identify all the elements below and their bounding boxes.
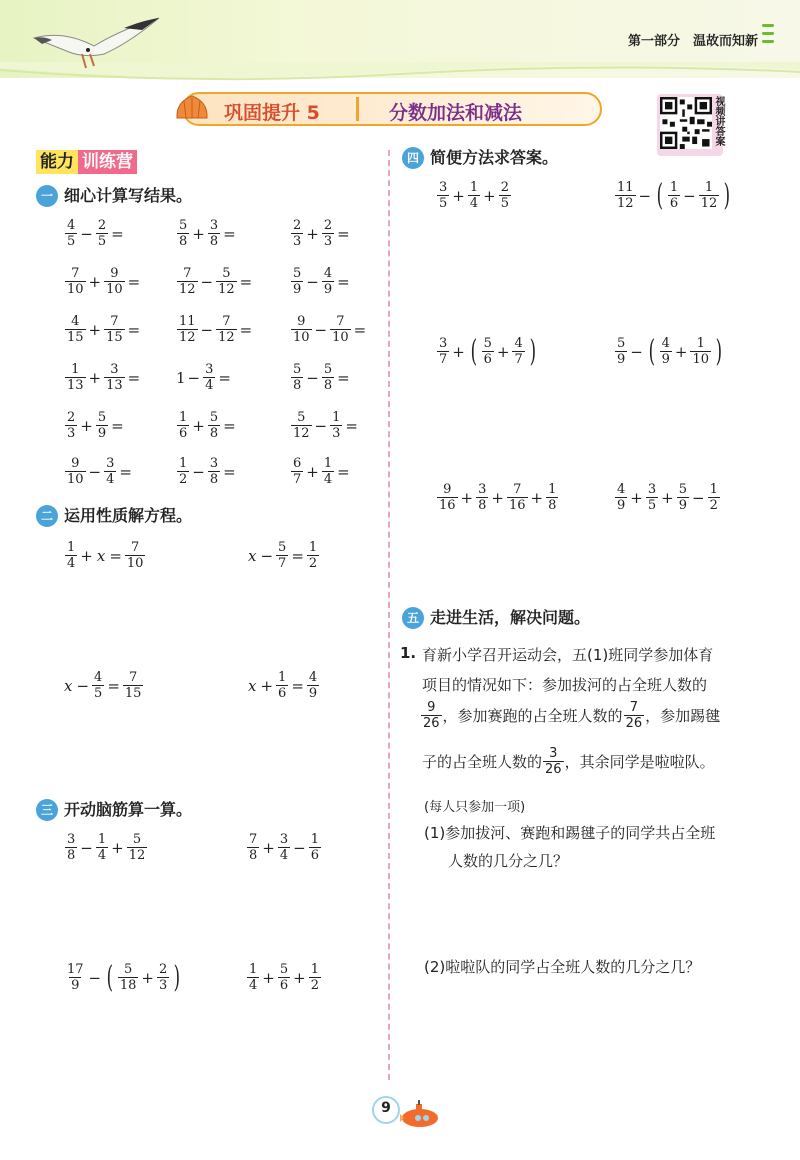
- exercise-1-3: 2 3 + $\frac{2}{3}$ =: [293, 218, 350, 249]
- tag-part-camp: 训练营: [78, 150, 137, 174]
- section-1-header: [36, 184, 192, 208]
- exercise-1-1: 4 5 − $\frac{2}{5}$ =: [67, 218, 124, 249]
- problem-line-1: 育新小学召开运动会，五(1)班同学参加体育: [422, 646, 714, 664]
- section-tag: [36, 150, 137, 174]
- exercise-1-17: 1 2 − $\frac{3}{8}$ =: [179, 456, 236, 487]
- simplify-4-5: 9 16 + $\frac{3}{8}$ + $\frac{7}{16}$ + $\frac{1}{8}$: [439, 482, 557, 513]
- calc-3-3: 17 9 − ( 5 18 + $\frac{2}{3}$ ): [67, 959, 181, 995]
- lesson-topic: 分数加法和减法: [389, 102, 523, 124]
- calc-3-2: 7 8 + $\frac{3}{4}$ − $\frac{1}{6}$: [249, 832, 319, 863]
- problem-note: (每人只参加一项): [424, 800, 526, 815]
- question-1-line-1: (1)参加拔河、赛跑和踢毽子的同学共占全班: [424, 824, 716, 842]
- equation-2: x − $\frac{5}{7}$ = $\frac{1}{2}$: [248, 540, 318, 571]
- exercise-1-6: 5 9 − $\frac{4}{9}$ =: [293, 266, 350, 297]
- section-3-badge: 三: [36, 799, 58, 821]
- submarine-icon: [396, 1098, 442, 1130]
- exercise-1-9: 9 10 − $\frac{7}{10}$ =: [293, 314, 367, 345]
- problem-line-3: 9 26 ，参加赛跑的占全班人数的 7 26 ，参加踢毽: [423, 700, 721, 731]
- section-label: 第一部分 温故而知新: [627, 34, 758, 49]
- simplify-4-6: 4 9 + $\frac{3}{5}$ + $\frac{5}{9}$ − $\frac{1}{2}$: [617, 482, 718, 513]
- exercise-1-8: 11 12 − $\frac{7}{12}$ =: [179, 314, 253, 345]
- exercise-1-11: 1 − $\frac{3}{4}$ =: [176, 362, 231, 393]
- section-3-header: [36, 798, 192, 822]
- column-divider: [388, 150, 390, 1080]
- exercise-1-16: 9 10 − $\frac{3}{4}$ =: [67, 456, 132, 487]
- exercise-1-14: 1 6 + $\frac{5}{8}$ =: [179, 410, 236, 441]
- lesson-number: 巩固提升 5: [224, 102, 320, 124]
- exercise-1-10: 1 13 + $\frac{3}{13}$ =: [67, 362, 141, 393]
- exercise-1-2: 5 8 + $\frac{3}{8}$ =: [179, 218, 236, 249]
- section-5-title: 走进生活，解决问题。: [430, 608, 591, 627]
- qr-caption: 视频讲答案: [713, 96, 724, 146]
- section-4-badge: 四: [402, 147, 424, 169]
- calc-3-4: 1 4 + $\frac{5}{6}$ + $\frac{1}{2}$: [249, 962, 319, 993]
- page-number: 9: [381, 1100, 391, 1116]
- exercise-1-7: 4 15 + $\frac{7}{15}$ =: [67, 314, 141, 345]
- tag-part-ability: 能力: [36, 150, 78, 174]
- section-1-badge: 一: [36, 185, 58, 207]
- section-2-title: 运用性质解方程。: [64, 506, 193, 525]
- problem-number: 1.: [400, 644, 417, 662]
- calc-3-1: 3 8 − $\frac{1}{4}$ + $\frac{5}{12}$: [67, 832, 146, 863]
- exercise-1-18: 6 7 + $\frac{1}{4}$ =: [293, 456, 350, 487]
- section-5-header: [402, 606, 590, 630]
- section-4-header: [402, 146, 558, 170]
- shell-icon: [174, 92, 210, 122]
- equation-4: x + $\frac{1}{6}$ = $\frac{4}{9}$: [248, 670, 318, 701]
- lesson-title-bar: [182, 92, 602, 126]
- section-2-badge: 二: [36, 505, 58, 527]
- header-ticks-decoration: [762, 24, 776, 50]
- equation-3: x − $\frac{4}{5}$ = $\frac{7}{15}$: [64, 670, 142, 701]
- exercise-1-15: 5 12 − $\frac{1}{3}$ =: [293, 410, 358, 441]
- exercise-1-13: 2 3 + $\frac{5}{9}$ =: [67, 410, 124, 441]
- section-3-title: 开动脑筋算一算。: [64, 800, 193, 819]
- simplify-4-1: 3 5 + $\frac{1}{4}$ + $\frac{2}{5}$: [439, 180, 509, 211]
- seagull-icon: [24, 8, 164, 78]
- simplify-4-2: 11 12 − ( 1 6 − $\frac{1}{12}$ ): [617, 177, 731, 213]
- simplify-4-3: 3 7 + ( 5 6 + $\frac{4}{7}$ ): [439, 333, 536, 369]
- exercise-1-5: 7 12 − $\frac{5}{12}$ =: [179, 266, 253, 297]
- section-1-title: 细心计算写结果。: [64, 186, 193, 205]
- equation-1: 1 4 + x = $\frac{7}{10}$: [67, 540, 144, 571]
- question-1-line-2: 人数的几分之几？: [448, 852, 569, 870]
- exercise-1-4: 7 10 + $\frac{9}{10}$ =: [67, 266, 141, 297]
- exercise-1-12: 5 8 − $\frac{5}{8}$ =: [293, 362, 350, 393]
- section-5-badge: 五: [402, 607, 424, 629]
- qr-code-icon[interactable]: [660, 97, 712, 149]
- section-4-title: 简便方法求答案。: [430, 148, 559, 167]
- simplify-4-4: 5 9 − ( 4 9 + $\frac{1}{10}$ ): [617, 333, 723, 369]
- problem-line-4: 子的占全班人数的 3 26 ，其余同学是啦啦队。: [422, 746, 715, 777]
- problem-line-2: 项目的情况如下：参加拔河的占全班人数的: [422, 676, 708, 694]
- title-separator: [356, 97, 359, 121]
- question-2: (2)啦啦队的同学占全班人数的几分之几？: [424, 958, 701, 976]
- section-2-header: [36, 504, 192, 528]
